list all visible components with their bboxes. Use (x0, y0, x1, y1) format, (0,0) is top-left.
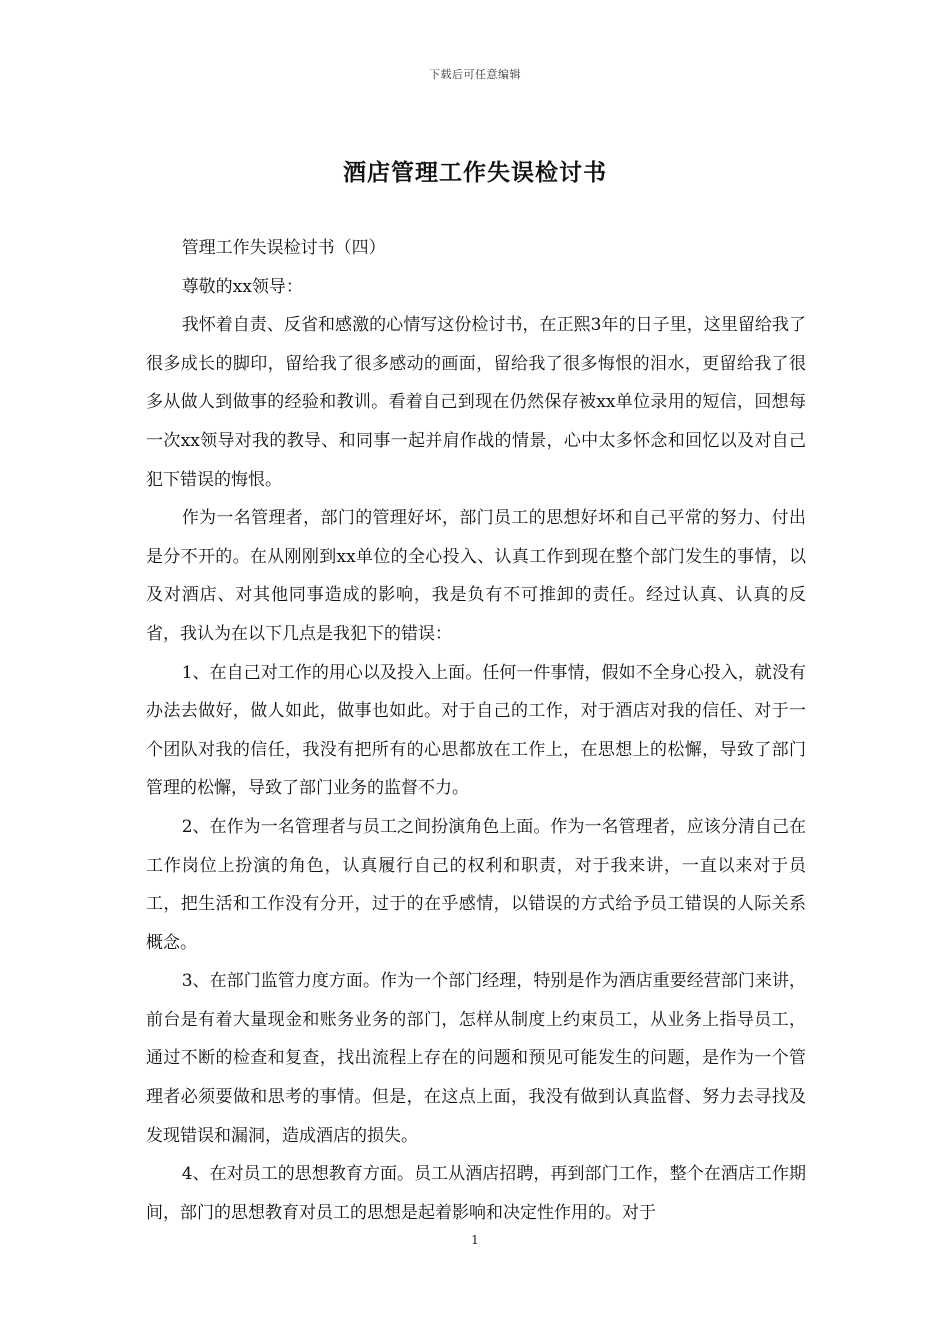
body-paragraph: 我怀着自责、反省和感激的心情写这份检讨书，在正熙3年的日子里，这里留给我了很多成长的脚印，留给我了很多感动的画面，留给我了很多悔恨的泪水，更留给我了很多从做人到做事的经验和教训。看着自己到现在仍然保存被xx单位录用的短信，回想每一次xx领导对我的教导、和同事一起并肩作战的情景，心中太多怀念和回忆以及对自己犯下错误的悔恨。 (146, 315, 806, 490)
document-title: 酒店管理工作失误检讨书 (343, 159, 607, 186)
body-paragraph: 4、在对员工的思想教育方面。员工从酒店招聘，再到部门工作，整个在酒店工作期间，部门的思想教育对员工的思想是起着影响和决定性作用的。对于 (146, 1164, 806, 1223)
body-paragraph: 1、在自己对工作的用心以及投入上面。任何一件事情，假如不全身心投入，就没有办法去做好，做人如此，做事也如此。对于自己的工作，对于酒店对我的信任、对于一个团队对我的信任，我没有把所有的心思都放在工作上，在思想上的松懈，导致了部门管理的松懈，导致了部门业务的监督不力。 (146, 662, 806, 799)
subtitle-paragraph: 管理工作失误检讨书（四） (181, 238, 386, 258)
document-body (146, 229, 806, 1232)
body-paragraph: 3、在部门监管力度方面。作为一个部门经理，特别是作为酒店重要经营部门来讲，前台是有着大量现金和账务业务的部门，怎样从制度上约束员工，从业务上指导员工，通过不断的检查和复查，找出流程上存在的问题和预见可能发生的问题，是作为一个管理者必须要做和思考的事情。但是，在这点上面，我没有做到认真监督、努力去寻找及发现错误和漏洞，造成酒店的损失。 (146, 971, 806, 1146)
page-number: 1 (471, 1233, 479, 1247)
salutation-paragraph: 尊敬的xx领导： (181, 276, 303, 297)
body-paragraph: 2、在作为一名管理者与员工之间扮演角色上面。作为一名管理者，应该分清自己在工作岗位上扮演的角色，认真履行自己的权利和职责，对于我来讲，一直以来对于员工，把生活和工作没有分开，过于的在乎感情，以错误的方式给予员工错误的人际关系概念。 (146, 816, 806, 953)
body-paragraph: 作为一名管理者，部门的管理好坏，部门员工的思想好坏和自己平常的努力、付出是分不开的。在从刚刚到xx单位的全心投入、认真工作到现在整个部门发生的事情，以及对酒店、对其他同事造成的影响，我是负有不可推卸的责任。经过认真、认真的反省，我认为在以下几点是我犯下的错误： (146, 508, 806, 644)
header-note: 下载后可任意编辑 (429, 68, 521, 81)
